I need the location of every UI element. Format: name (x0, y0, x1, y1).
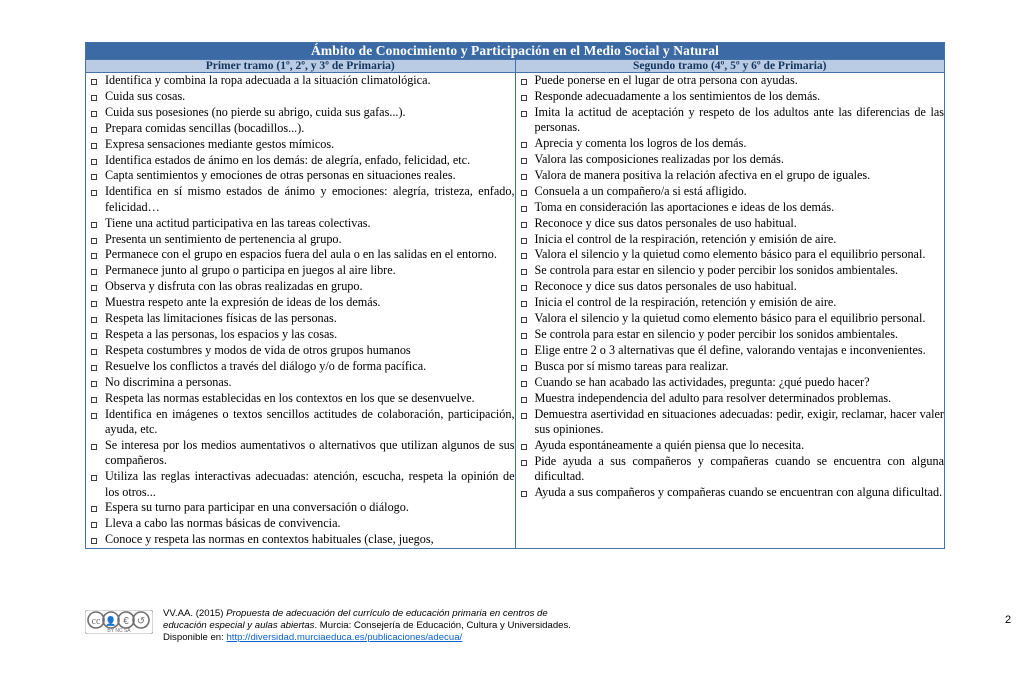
citation-line-2 (163, 620, 863, 632)
right-bullet-item: Puede ponerse en el lugar de otra persona con ayudas. (516, 73, 945, 88)
svg-text:↺: ↺ (136, 616, 146, 627)
left-bullet-item: Resuelve los conflictos a través del diálogo y/o de forma pacífica. (86, 359, 515, 374)
left-bullet-item: Expresa sensaciones mediante gestos mímicos. (86, 137, 515, 152)
citation-authors: VV.AA. (2015) (163, 608, 227, 619)
right-bullet-item: Inicia el control de la respiración, retención y emisión de aire. (516, 232, 945, 247)
left-bullet-item: Lleva a cabo las normas básicas de convivencia. (86, 516, 515, 531)
right-bullet-item: Valora las composiciones realizadas por los demás. (516, 152, 945, 167)
right-bullet-item: Pide ayuda a sus compañeros y compañeras cuando se encuentra con alguna dificultad. (516, 454, 945, 485)
left-bullet-list (86, 73, 515, 548)
right-bullet-item: Aprecia y comenta los logros de los demás. (516, 136, 945, 151)
right-bullet-item: Valora el silencio y la quietud como elemento básico para el equilibrio personal. (516, 311, 945, 326)
svg-text:BY NC SA: BY NC SA (107, 628, 131, 634)
table-header-row (86, 60, 945, 73)
right-bullet-item: Ayuda a sus compañeros y compañeras cuando se encuentran con alguna dificultad. (516, 485, 945, 500)
svg-text:cc: cc (91, 616, 101, 627)
right-bullet-item: Se controla para estar en silencio y poder percibir los sonidos ambientales. (516, 327, 945, 342)
publication-url-link[interactable]: http://diversidad.murciaeduca.es/publicaciones/adecua/ (226, 632, 463, 644)
table-title-row (86, 43, 945, 60)
citation-line-1 (163, 608, 863, 620)
footer-citation (163, 608, 863, 645)
citation-title-part1: Propuesta de adecuación del currículo de educación primaria en centros de (226, 608, 548, 619)
left-bullet-item: Se interesa por los medios aumentativos o alternativos que utilizan algunos de sus compañeros. (86, 438, 515, 469)
left-bullet-item: Prepara comidas sencillas (bocadillos...). (86, 121, 515, 136)
availability-label: Disponible en: (163, 632, 227, 644)
left-bullet-item: Muestra respeto ante la expresión de ideas de los demás. (86, 295, 515, 310)
left-bullet-item: Cuida sus posesiones (no pierde su abrigo, cuida sus gafas...). (86, 105, 515, 120)
table-title: Ámbito de Conocimiento y Participación en el Medio Social y Natural (86, 43, 945, 60)
column-header-primer-tramo: Primer tramo (1º, 2º, y 3º de Primaria) (86, 60, 516, 73)
left-bullet-item: Conoce y respeta las normas en contextos habituales (clase, juegos, (86, 532, 515, 547)
right-bullet-item: Valora el silencio y la quietud como elemento básico para el equilibrio personal. (516, 247, 945, 262)
right-bullet-item: Responde adecuadamente a los sentimientos de los demás. (516, 89, 945, 104)
left-bullet-item: Tiene una actitud participativa en las tareas colectivas. (86, 216, 515, 231)
right-bullet-list (516, 73, 945, 500)
page-number: 2 (1005, 614, 1012, 626)
right-bullet-item: Imita la actitud de aceptación y respeto de los adultos ante las diferencias de las personas. (516, 105, 945, 136)
right-bullet-item: Cuando se han acabado las actividades, pregunta: ¿qué puedo hacer? (516, 375, 945, 390)
citation-line-3 (163, 632, 863, 644)
left-bullet-item: Respeta las normas establecidas en los contextos en los que se desenvuelve. (86, 391, 515, 406)
left-bullet-item: Identifica en sí mismo estados de ánimo y emociones: alegría, tristeza, enfado, felicidad… (86, 184, 515, 215)
right-bullet-item: Consuela a un compañero/a si está afligido. (516, 184, 945, 199)
left-bullet-item: Identifica en imágenes o textos sencillos actitudes de colaboración, participación, ayuda, etc. (86, 407, 515, 438)
creative-commons-badge-icon (85, 610, 153, 634)
citation-publisher: . Murcia: Consejería de Educación, Cultura y Universidades. (314, 620, 571, 632)
right-bullet-item: Busca por sí mismo tareas para realizar. (516, 359, 945, 374)
right-bullet-item: Elige entre 2 o 3 alternativas que él define, valorando ventajas e inconvenientes. (516, 343, 945, 358)
left-bullet-item: Respeta las limitaciones físicas de las personas. (86, 311, 515, 326)
left-bullet-item: Respeta costumbres y modos de vida de otros grupos humanos (86, 343, 515, 358)
left-bullet-item: Espera su turno para participar en una conversación o diálogo. (86, 500, 515, 515)
right-bullet-item: Muestra independencia del adulto para resolver determinados problemas. (516, 391, 945, 406)
right-bullet-item: Demuestra asertividad en situaciones adecuadas: pedir, exigir, reclamar, hacer valer sus opiniones. (516, 407, 945, 438)
left-bullet-item: Identifica estados de ánimo en los demás: de alegría, enfado, felicidad, etc. (86, 153, 515, 168)
left-bullet-item: Presenta un sentimiento de pertenencia al grupo. (86, 232, 515, 247)
left-bullet-item: Observa y disfruta con las obras realizadas en grupo. (86, 279, 515, 294)
left-bullet-item: Permanece junto al grupo o participa en juegos al aire libre. (86, 263, 515, 278)
citation-title-part2: educación especial y aulas abiertas (163, 620, 315, 632)
left-bullet-item: Cuida sus cosas. (86, 89, 515, 104)
left-bullet-item: No discrimina a personas. (86, 375, 515, 390)
right-bullet-item: Valora de manera positiva la relación afectiva en el grupo de iguales. (516, 168, 945, 183)
right-bullet-item: Reconoce y dice sus datos personales de uso habitual. (516, 216, 945, 231)
right-bullet-item: Reconoce y dice sus datos personales de uso habitual. (516, 279, 945, 294)
left-bullet-item: Respeta a las personas, los espacios y las cosas. (86, 327, 515, 342)
left-bullet-item: Capta sentimientos y emociones de otras personas en situaciones reales. (86, 168, 515, 183)
right-column-cell (515, 73, 945, 549)
page-footer (85, 608, 1012, 660)
left-bullet-item: Permanece con el grupo en espacios fuera del aula o en las salidas en el entorno. (86, 247, 515, 262)
competencies-table (85, 42, 945, 549)
table-body-row (86, 73, 945, 549)
right-bullet-item: Ayuda espontáneamente a quién piensa que lo necesita. (516, 438, 945, 453)
right-bullet-item: Inicia el control de la respiración, retención y emisión de aire. (516, 295, 945, 310)
right-bullet-item: Toma en consideración las aportaciones e ideas de los demás. (516, 200, 945, 215)
right-bullet-item: Se controla para estar en silencio y poder percibir los sonidos ambientales. (516, 263, 945, 278)
column-header-segundo-tramo: Segundo tramo (4º, 5º y 6º de Primaria) (515, 60, 945, 73)
left-column-cell (86, 73, 516, 549)
left-bullet-item: Utiliza las reglas interactivas adecuadas: atención, escucha, respeta la opinión de los otros... (86, 469, 515, 500)
svg-text:👤: 👤 (105, 616, 117, 626)
left-bullet-item: Identifica y combina la ropa adecuada a la situación climatológica. (86, 73, 515, 88)
svg-text:€: € (123, 616, 129, 627)
